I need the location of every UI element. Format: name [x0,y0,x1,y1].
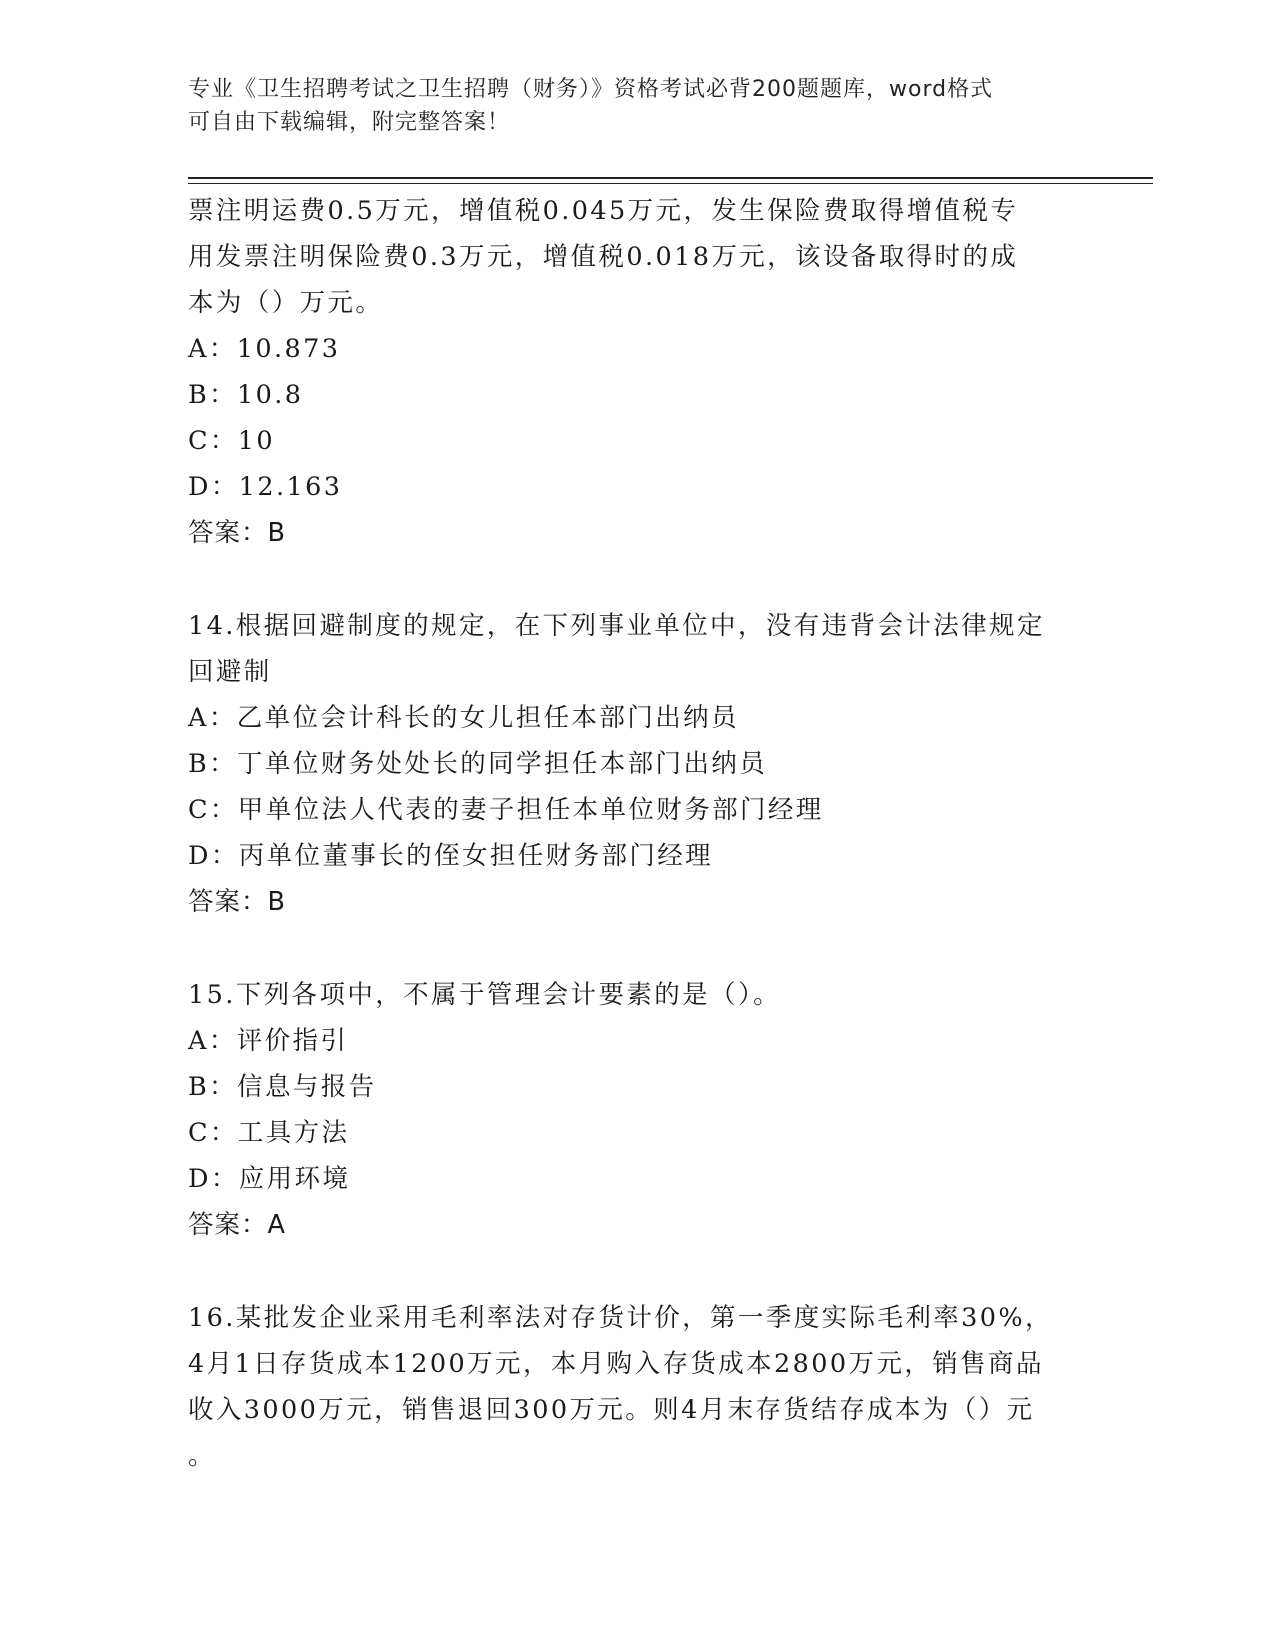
question-13-option-b: B：10.8 [188,380,304,410]
question-13-option-c: C：10 [188,426,276,456]
question-14-answer: 答案：B [188,887,286,917]
question-15-option-c: C：工具方法 [188,1118,350,1148]
question-13-text-line: 用发票注明保险费0.3万元，增值税0.018万元，该设备取得时的成 [188,242,1019,272]
question-content [188,188,1088,1479]
question-15 [188,972,1088,1248]
question-16-text-line: 收入3000万元，销售退回300万元。则4月末存货结存成本为（）元 [188,1395,1035,1425]
question-15-option-a: A：评价指引 [188,1026,349,1056]
question-15-text-line: 15.下列各项中，不属于管理会计要素的是（）。 [188,980,782,1010]
question-13-text-line: 本为（）万元。 [188,288,384,318]
question-14-option-d: D：丙单位董事长的侄女担任财务部门经理 [188,841,714,871]
question-14-option-b: B：丁单位财务处处长的同学担任本部门出纳员 [188,749,768,779]
header-divider-thin [188,183,1153,184]
question-13 [188,188,1088,556]
question-14 [188,603,1088,925]
question-13-text-line: 票注明运费0.5万元，增值税0.045万元，发生保险费取得增值税专 [188,196,1019,226]
question-14-option-c: C：甲单位法人代表的妻子担任本单位财务部门经理 [188,795,824,825]
document-header [188,73,1088,139]
header-divider-thick [188,177,1153,179]
question-15-option-b: B：信息与报告 [188,1072,377,1102]
header-line-1: 专业《卫生招聘考试之卫生招聘（财务）》资格考试必背200题题库，word格式 [188,77,994,102]
question-15-answer: 答案：A [188,1210,286,1240]
question-15-option-d: D：应用环境 [188,1164,351,1194]
question-16-text-line: 4月1日存货成本1200万元，本月购入存货成本2800万元，销售商品 [188,1349,1044,1379]
question-14-text-line: 14.根据回避制度的规定，在下列事业单位中，没有违背会计法律规定 [188,611,1045,641]
question-14-option-a: A：乙单位会计科长的女儿担任本部门出纳员 [188,703,739,733]
header-line-2: 可自由下载编辑，附完整答案！ [188,110,511,135]
question-13-answer: 答案：B [188,518,286,548]
question-16-text-line: 16.某批发企业采用毛利率法对存货计价，第一季度实际毛利率30%， [188,1303,1053,1333]
question-16-text-line: 。 [188,1441,216,1471]
question-13-option-d: D：12.163 [188,472,343,502]
question-16 [188,1295,1088,1479]
question-13-option-a: A：10.873 [188,334,341,364]
question-14-text-line: 回避制 [188,657,272,687]
